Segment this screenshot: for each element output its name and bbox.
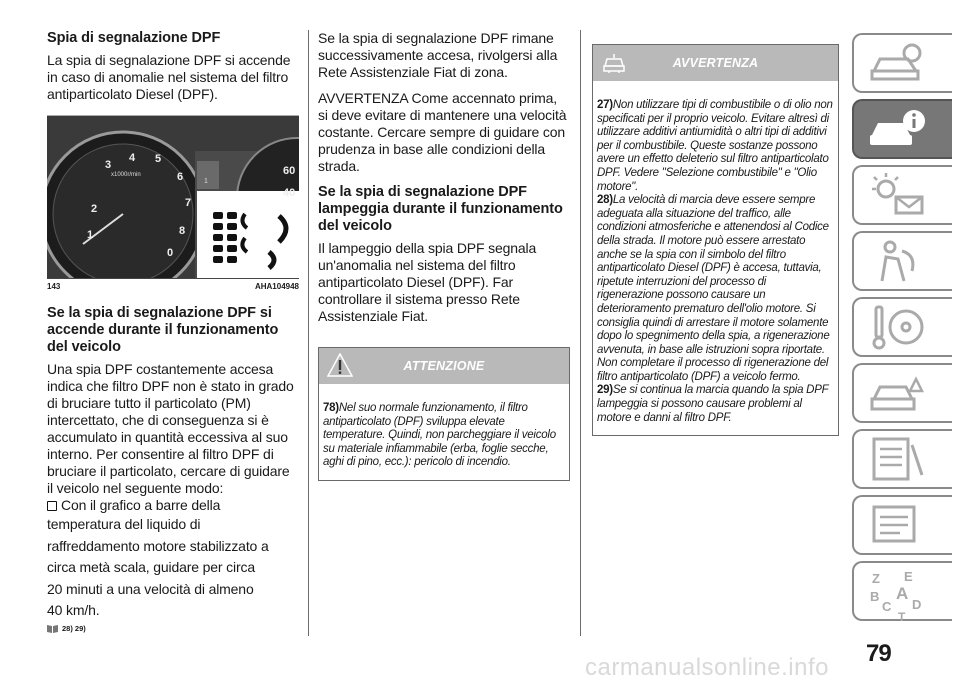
tab-vehicle[interactable]: [852, 33, 952, 93]
watermark: carmanualsonline.info: [585, 654, 829, 678]
svg-text:E: E: [904, 569, 913, 584]
section-heading-blink: Se la spia di segnalazione DPF lampeggia durante il funzionamento del veicolo: [318, 184, 563, 234]
svg-text:0: 0: [167, 247, 174, 259]
maintenance-list-icon: [868, 435, 928, 485]
bullet-item: Con il grafico a barre della temperatura del liquido di raffreddamento motore stabilizzato a circa metà scala, guidare per circa 20 minuti a una velocità di almeno 40 km/h.: [47, 497, 269, 618]
column-divider: [580, 30, 581, 636]
paragraph: La spia di segnalazione DPF si accende in caso di anomalie nel sistema del filtro antiparticolato Diesel (DPF).: [47, 52, 291, 102]
warning-body: [593, 81, 838, 435]
svg-text:1: 1: [204, 178, 208, 185]
svg-text:A: A: [896, 584, 909, 603]
specs-icon: [868, 501, 928, 551]
svg-text:Z: Z: [872, 571, 880, 586]
paragraph: Una spia DPF costantemente accesa indica che filtro DPF non è stato in grado di bruciare tutto il particolato (PM) intercettato, che di conseguenza si è accumulato in quantità eccessiva al suo interno. Per consentire al filtro DPF di bruciare il particolato, cercare di guidare il veicolo nel seguente modo:: [47, 361, 294, 496]
paragraph-avvertenza: AVVERTENZA Come accennato prima, si deve evitare di mantenere una velocità costante. Cercare sempre di guidare con prudenza in base alle condizioni della strada.: [318, 90, 567, 174]
notice-item: 78)Nel suo normale funzionamento, il filtro antiparticolato (DPF) sviluppa elevate temperature. Quindi, non parcheggiare il veicolo su materiale infiammabile (erba, foglie secche, aghi di pino, ecc.): pericolo di incendio.: [323, 402, 556, 469]
section-heading-dpf: Spia di segnalazione DPF: [47, 30, 221, 46]
column-divider: [308, 30, 309, 636]
svg-text:6: 6: [177, 171, 184, 183]
tab-emergency[interactable]: [852, 363, 952, 423]
car-warning-icon: [601, 50, 627, 74]
car-info-icon: [868, 105, 928, 155]
svg-text:x1000r/min: x1000r/min: [111, 172, 141, 178]
warning-triangle-icon: [327, 353, 353, 377]
svg-text:8: 8: [179, 225, 186, 237]
svg-text:1: 1: [87, 229, 94, 241]
index-letters-icon: [868, 567, 928, 623]
column-2: [318, 30, 570, 481]
car-breakdown-icon: [868, 369, 928, 419]
svg-text:B: B: [870, 589, 880, 604]
airbag-seat-icon: [868, 237, 928, 287]
attention-box: [318, 347, 570, 481]
svg-text:4: 4: [129, 152, 136, 164]
book-icon: [47, 624, 58, 633]
notice-item: 29)Se si continua la marcia quando la spia DPF lampeggia si possono causare problemi al motore e danni al filtro DPF.: [597, 384, 829, 424]
attention-header: ATTENZIONE: [319, 348, 569, 384]
notice-item: 27)Non utilizzare tipi di combustibile o di olio non specificati per il proprio veicolo. Evitare altresì di utilizzare additivi antiumidità o altri tipi di additivi per il combustibile. Queste sostanze possono avere un effetto deleterio sul filtro antiparticolato DPF. Vedere "Selezione combustibile" e "Olio motore".: [597, 99, 833, 193]
tab-dashboard[interactable]: [852, 99, 952, 159]
tab-starting[interactable]: [852, 297, 952, 357]
figure-caption: [47, 278, 299, 291]
svg-text:5: 5: [155, 153, 162, 165]
tab-index[interactable]: [852, 561, 952, 621]
gauge-illustration: [47, 116, 299, 278]
checkbox-bullet-icon: [47, 501, 57, 511]
warning-box: [592, 44, 839, 436]
page-number: 79: [866, 640, 891, 667]
svg-text:2: 2: [91, 203, 98, 215]
svg-text:40: 40: [283, 187, 296, 199]
svg-text:60: 60: [283, 165, 296, 177]
warning-header: AVVERTENZA: [593, 45, 838, 81]
svg-text:3: 3: [105, 159, 112, 171]
notice-item: 28)La velocità di marcia deve essere sempre adeguata alla situazione del traffico, alle condizioni atmosferiche e attenendosi al Codice della strada. Il motore può essere arrestato anche se la spia con il simbolo del filtro antiparticolato Diesel (DPF) è accesa, tuttavia, ripetute interruzioni del processo di rigenerazione possono causare un deterioramento prematuro dell'olio motore. Si consiglia quindi di arrestare il motore solamente dopo lo spegnimento della spia, a rigenerazione avvenuta, in base alle istruzioni sopra riportate. Non completare il processo di rigenerazione del filtro antiparticolato (DPF) a veicolo fermo.: [597, 194, 830, 383]
cross-references: 28) 29): [47, 624, 299, 633]
svg-text:C: C: [882, 599, 892, 614]
column-1: [47, 30, 299, 633]
car-silhouette-icon: [868, 39, 928, 89]
dashboard-photo: [47, 115, 299, 278]
figure-number: 143: [47, 282, 61, 291]
attention-body: [319, 384, 569, 480]
svg-text:7: 7: [185, 197, 192, 209]
tab-safety[interactable]: [852, 231, 952, 291]
warning-lights-icon: [868, 171, 928, 221]
tab-technical-data[interactable]: [852, 495, 952, 555]
tab-maintenance[interactable]: [852, 429, 952, 489]
key-steering-wheel-icon: [868, 303, 928, 353]
figure-dashboard: [47, 115, 299, 291]
paragraph: Se la spia di segnalazione DPF rimane successivamente accesa, rivolgersi alla Rete Assistenziale Fiat di zona.: [318, 30, 558, 80]
paragraph: Il lampeggio della spia DPF segnala un'anomalia nel sistema del filtro antiparticolato Diesel (DPF). Far controllare il sistema presso Rete Assistenziale Fiat.: [318, 240, 537, 324]
tab-warning-lights[interactable]: [852, 165, 952, 225]
svg-text:D: D: [912, 597, 922, 612]
figure-code: AHA104948: [254, 282, 299, 291]
section-heading-on: Se la spia di segnalazione DPF si accende durante il funzionamento del veicolo: [47, 305, 279, 355]
column-3: [592, 44, 839, 436]
svg-text:T: T: [898, 610, 906, 623]
